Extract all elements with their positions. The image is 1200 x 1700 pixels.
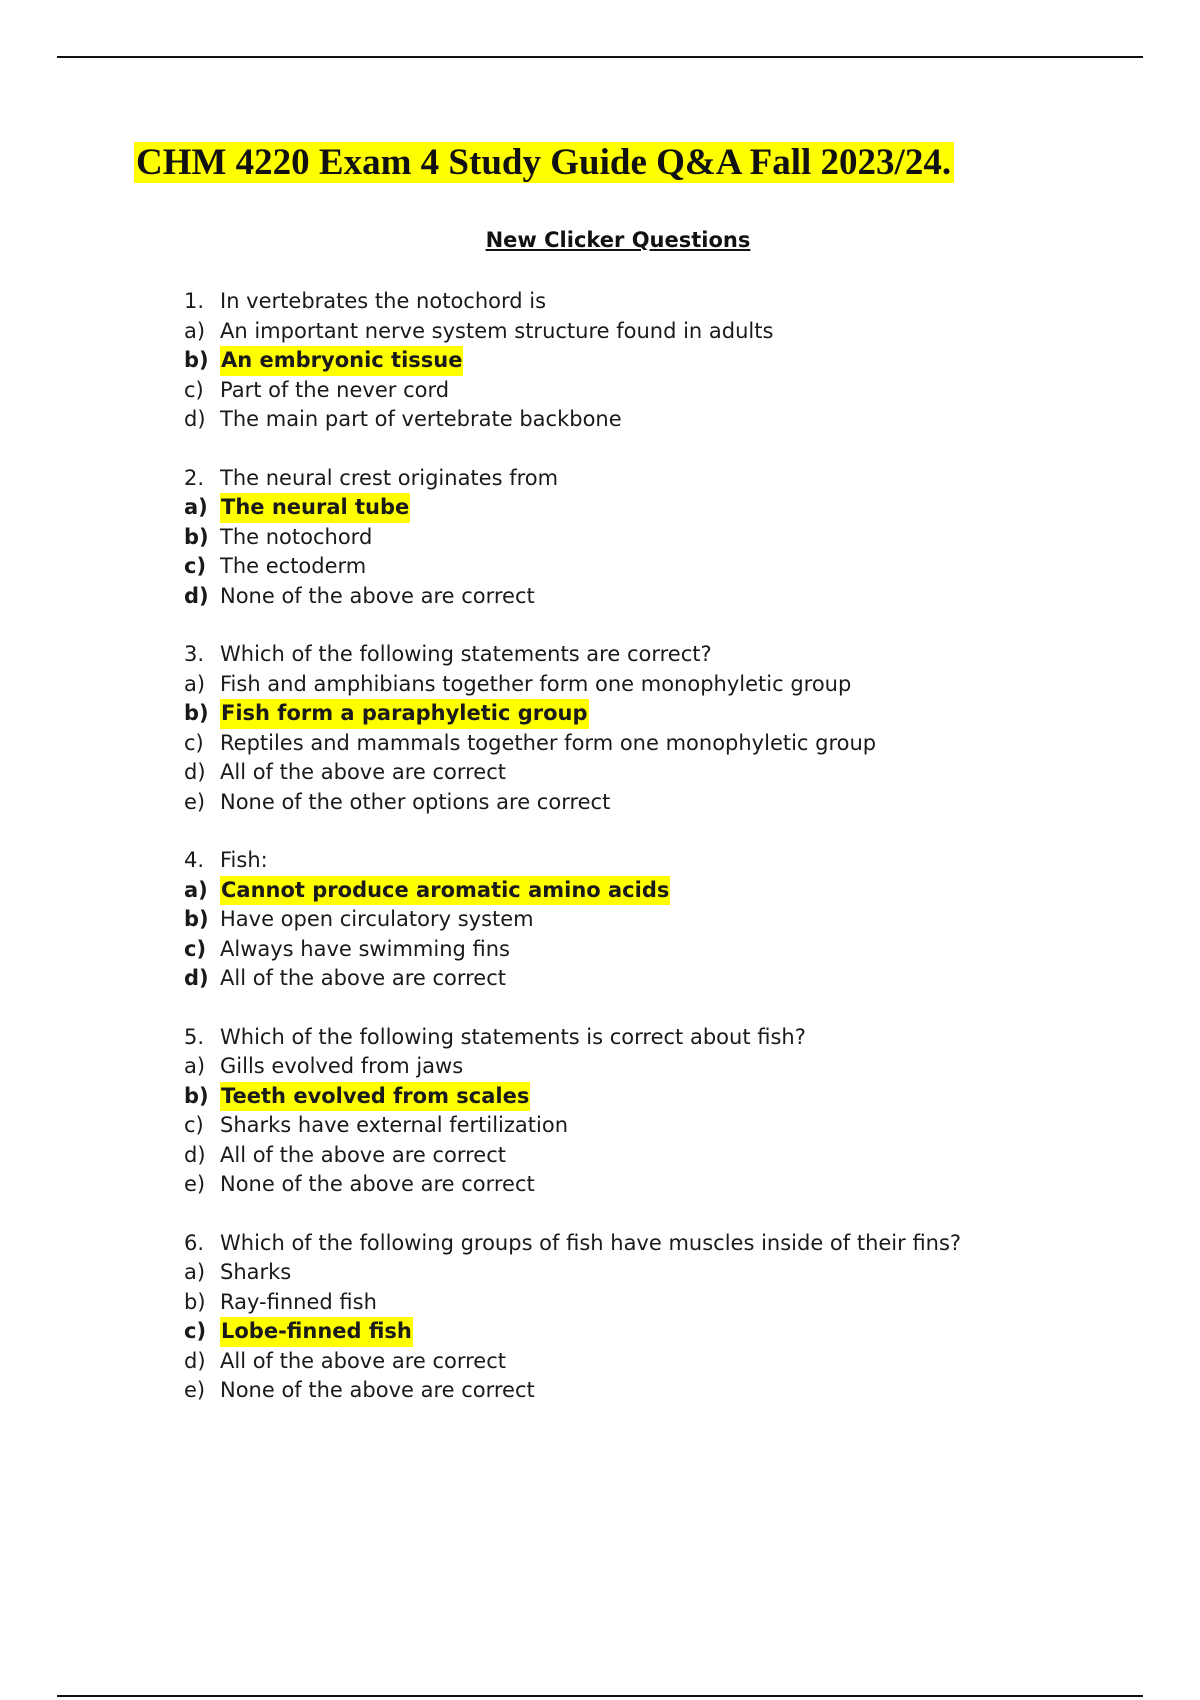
option-letter: d)	[184, 1142, 206, 1167]
option-letter: c)	[184, 554, 207, 578]
question-number: 1.	[184, 289, 205, 313]
answer-option-correct	[184, 699, 1144, 729]
answer-option	[184, 552, 1144, 582]
option-text: None of the other options are correct	[220, 789, 611, 814]
answer-option-correct	[184, 1317, 1144, 1347]
question-row	[184, 640, 1144, 670]
answer-option-correct	[184, 493, 1144, 523]
answer-option	[184, 905, 1144, 935]
question-block	[184, 846, 1144, 994]
correct-answer-text: Lobe-finned fish	[220, 1317, 413, 1347]
option-text: The main part of vertebrate backbone	[220, 407, 622, 431]
question-number: 6.	[184, 1230, 205, 1255]
answer-option-correct	[184, 876, 1144, 906]
correct-answer-text: The neural tube	[220, 493, 410, 523]
answer-option	[184, 935, 1144, 965]
question-row	[184, 464, 1144, 494]
option-letter: c)	[184, 377, 204, 402]
answer-option	[184, 317, 1144, 347]
answer-option	[184, 1288, 1144, 1318]
answer-option	[184, 582, 1144, 612]
question-block	[184, 464, 1144, 612]
section-subtitle: New Clicker Questions	[485, 228, 751, 252]
correct-answer-text: Teeth evolved from scales	[220, 1082, 530, 1112]
option-text: All of the above are correct	[220, 1348, 507, 1373]
option-text: All of the above are correct	[220, 1142, 507, 1167]
question-number: 3.	[184, 642, 205, 666]
option-text: All of the above are correct	[220, 760, 507, 784]
answer-option	[184, 523, 1144, 553]
option-letter: c)	[184, 936, 207, 961]
option-letter: c)	[184, 1113, 204, 1137]
option-letter: b)	[184, 348, 209, 372]
question-row	[184, 1229, 1144, 1259]
document-title	[134, 138, 954, 188]
answer-option	[184, 405, 1144, 435]
question-number: 4.	[184, 848, 205, 872]
question-block	[184, 1229, 1144, 1406]
option-text: None of the above are correct	[220, 1172, 535, 1196]
option-text: Fish and amphibians together form one monophyletic group	[220, 671, 852, 696]
option-letter: a)	[184, 671, 206, 696]
question-text: Which of the following statements are correct?	[220, 642, 712, 666]
question-text: The neural crest originates from	[220, 465, 559, 490]
option-letter: b)	[184, 524, 209, 549]
answer-option-correct	[184, 1082, 1144, 1112]
option-letter: c)	[184, 730, 204, 755]
document-title-text: CHM 4220 Exam 4 Study Guide Q&A Fall 2023/24.	[134, 142, 954, 183]
option-text: All of the above are correct	[220, 966, 507, 990]
option-letter: d)	[184, 966, 209, 990]
question-row	[184, 1023, 1144, 1053]
question-block	[184, 640, 1144, 817]
answer-option	[184, 788, 1144, 818]
correct-answer-text: Cannot produce aromatic amino acids	[220, 876, 670, 906]
answer-option	[184, 376, 1144, 406]
answer-option	[184, 964, 1144, 994]
answer-option	[184, 758, 1144, 788]
answer-option	[184, 1376, 1144, 1406]
option-text: None of the above are correct	[220, 583, 535, 608]
answer-option	[184, 1111, 1144, 1141]
correct-answer-text: An embryonic tissue	[220, 346, 463, 376]
option-text: Gills evolved from jaws	[220, 1054, 464, 1078]
option-letter: b)	[184, 701, 209, 725]
option-letter: d)	[184, 760, 206, 784]
option-text: Part of the never cord	[220, 377, 450, 402]
option-text: An important nerve system structure found in adults	[220, 318, 774, 343]
option-text: Sharks	[220, 1260, 292, 1284]
option-text: None of the above are correct	[220, 1378, 535, 1402]
answer-option	[184, 1141, 1144, 1171]
question-number: 5.	[184, 1024, 205, 1049]
option-letter: b)	[184, 1289, 206, 1314]
option-letter: e)	[184, 1172, 206, 1196]
question-text: Which of the following groups of fish have muscles inside of their fins?	[220, 1230, 962, 1255]
option-letter: a)	[184, 1260, 206, 1284]
option-letter: a)	[184, 1054, 206, 1078]
option-letter: d)	[184, 583, 209, 608]
answer-option	[184, 729, 1144, 759]
correct-answer-text: Fish form a paraphyletic group	[220, 699, 589, 729]
option-letter: c)	[184, 1319, 207, 1343]
header-rule	[57, 56, 1143, 58]
option-letter: a)	[184, 877, 208, 902]
option-text: Reptiles and mammals together form one monophyletic group	[220, 730, 877, 755]
option-letter: b)	[184, 1083, 209, 1108]
option-letter: e)	[184, 789, 206, 814]
answer-option-correct	[184, 346, 1144, 376]
answer-option	[184, 1170, 1144, 1200]
question-row	[184, 846, 1144, 876]
option-letter: d)	[184, 407, 206, 431]
question-number: 2.	[184, 465, 205, 490]
option-letter: a)	[184, 495, 208, 519]
option-text: Ray-finned fish	[220, 1289, 377, 1314]
option-text: Always have swimming fins	[220, 936, 510, 961]
footer-rule	[57, 1695, 1143, 1697]
question-list	[184, 287, 1144, 1435]
option-letter: e)	[184, 1378, 206, 1402]
option-text: Have open circulatory system	[220, 907, 534, 931]
question-block	[184, 1023, 1144, 1200]
question-text: Which of the following statements is correct about fish?	[220, 1024, 806, 1049]
option-text: The notochord	[220, 524, 373, 549]
option-letter: a)	[184, 318, 206, 343]
question-block	[184, 287, 1144, 435]
question-row	[184, 287, 1144, 317]
question-text: In vertebrates the notochord is	[220, 289, 547, 313]
answer-option	[184, 670, 1144, 700]
answer-option	[184, 1258, 1144, 1288]
option-letter: b)	[184, 907, 209, 931]
option-text: The ectoderm	[220, 554, 367, 578]
option-letter: d)	[184, 1348, 206, 1373]
option-text: Sharks have external fertilization	[220, 1113, 569, 1137]
answer-option	[184, 1347, 1144, 1377]
answer-option	[184, 1052, 1144, 1082]
question-text: Fish:	[220, 848, 268, 872]
